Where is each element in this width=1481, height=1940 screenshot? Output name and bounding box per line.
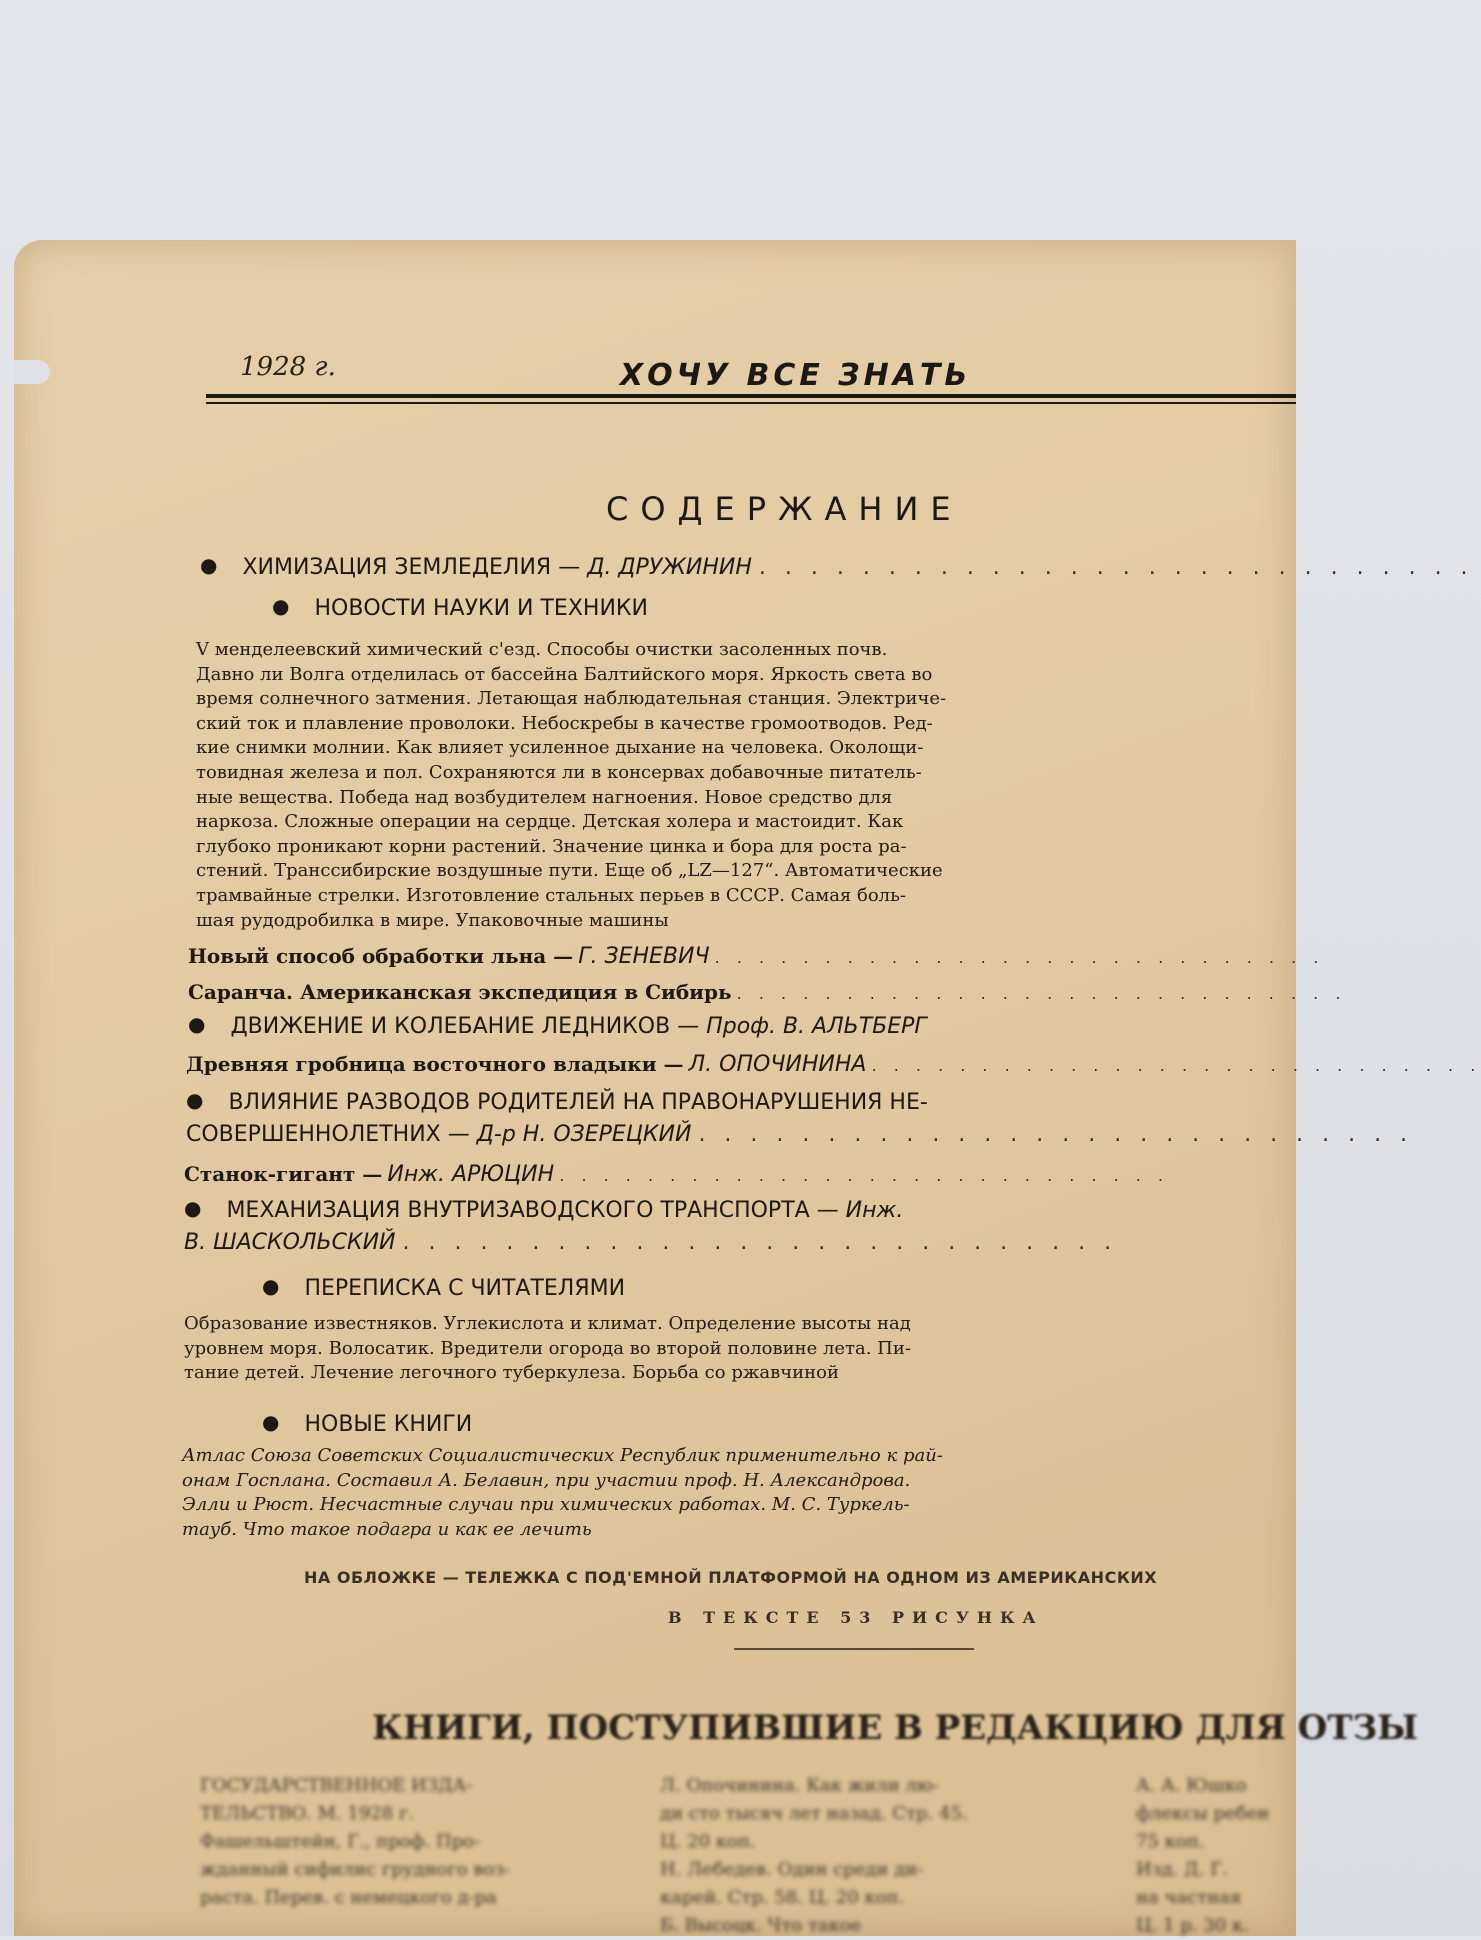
text-line: ные вещества. Победа над возбудителем нагноения. Новое средство для [196, 786, 893, 808]
text-line: товидная железа и пол. Сохраняются ли в консервах добавочные питатель- [196, 761, 922, 783]
text-line: Давно ли Волга отделилась от бассейна Балтийского моря. Яркость света во [196, 663, 933, 685]
figures-note: В ТЕКСТЕ 53 РИСУНКА [668, 1608, 1044, 1627]
dot-leader: . . . . . . . . . . . . . . . . . . . . . . . . . . . . [698, 1122, 1414, 1147]
toc-item-machine [184, 1162, 1169, 1187]
toc-item-author: Проф. В. АЛЬТБЕРГ [706, 1014, 927, 1039]
text-line: Н. Лебедев. Один среди ди- [660, 1859, 924, 1880]
header-rule-thin [206, 402, 1296, 404]
text-line: время солнечного затмения. Летающая наблюдательная станция. Электриче- [196, 688, 947, 710]
text-line: ский ток и плавление проволоки. Небоскребы в качестве громоотводов. Ред- [196, 712, 933, 734]
dot-leader: . . . . . . . . . . . . . . . . . . . . . . . . . . . . [402, 1230, 1118, 1255]
toc-item-title: НОВЫЕ КНИГИ [304, 1412, 473, 1437]
toc-item-author: Л. ОПОЧИНИНА [688, 1052, 867, 1077]
text-line: 75 коп. [1136, 1831, 1205, 1852]
text-line: трамвайные стрелки. Изготовление стальных перьев в СССР. Самая боль- [196, 884, 906, 906]
books-received-heading: КНИГИ, ПОСТУПИВШИЕ В РЕДАКЦИЮ ДЛЯ ОТЗЫ [372, 1708, 1418, 1748]
toc-item-title: ХИМИЗАЦИЯ ЗЕМЛЕДЕЛИЯ — [242, 555, 581, 580]
toc-item-author: В. ШАСКОЛЬСКИЙ [184, 1230, 396, 1255]
dot-leader: . . . . . . . . . . . . . . . . . . . . . . . . . . . . [714, 948, 1325, 967]
toc-item-flax [188, 944, 1324, 969]
toc-item-title: ДВИЖЕНИЕ И КОЛЕБАНИЕ ЛЕДНИКОВ — [230, 1014, 700, 1039]
toc-item-glaciers [188, 1014, 927, 1039]
toc-item-letters [262, 1276, 625, 1301]
toc-item-author: Инж. АРЮЦИН [387, 1162, 555, 1187]
toc-item-title: Новый способ обработки льна — [188, 944, 574, 968]
toc-item-title: НОВОСТИ НАУКИ И ТЕХНИКИ [314, 596, 648, 621]
toc-item-chemization [200, 555, 1474, 580]
dot-leader: . . . . . . . . . . . . . . . . . . . . . . . . . . . . [736, 984, 1347, 1003]
text-line: Элли и Рюст. Несчастные случаи при химических работах. М. С. Туркель- [182, 1494, 910, 1516]
text-line: Изд. Д. Г. [1136, 1859, 1228, 1880]
toc-item-mechanization [184, 1198, 903, 1223]
toc-item-divorce [186, 1090, 928, 1115]
toc-item-title: Саранча. Американская экспедиция в Сибирь [188, 980, 732, 1004]
text-line: шая рудодробилка в мире. Упаковочные машины [196, 909, 669, 931]
text-line: раста. Перев. с немецкого д-ра [200, 1887, 497, 1908]
ornament-divider [734, 1648, 974, 1650]
text-line: уровнем моря. Волосатик. Вредители огорода во второй половине лета. Пи- [184, 1337, 911, 1359]
text-line: на частная [1136, 1887, 1242, 1908]
text-line: карей. Стр. 58. Ц. 20 коп. [660, 1887, 905, 1908]
text-line: ди сто тысяч лет назад. Стр. 45. [660, 1803, 968, 1824]
dot-leader: . . . . . . . . . . . . . . . . . . . . . . . . . . . . [758, 555, 1474, 580]
toc-item-news [272, 596, 648, 621]
text-line: стений. Транссибирские воздушные пути. Еще об „LZ—127“. Автоматические [196, 860, 943, 882]
dot-leader: . . . . . . . . . . . . . . . . . . . . . . . . . . . . [559, 1166, 1170, 1185]
text-line: А. А. Юшко [1136, 1775, 1247, 1796]
toc-item-author: Д. ДРУЖИНИН [587, 555, 752, 580]
toc-item-author: Г. ЗЕНЕВИЧ [578, 944, 710, 969]
text-line: Образование известняков. Углекислота и климат. Определение высоты над [184, 1313, 911, 1334]
dot-leader: . . . . . . . . . . . . . . . . . . . . . . . . . . . . [871, 1056, 1481, 1075]
text-line: Атлас Союза Советских Социалистических Республик применительно к рай- [182, 1445, 943, 1466]
text-line: ГОСУДАРСТВЕННОЕ ИЗДА- [200, 1775, 473, 1796]
text-line: Л. Опочинина. Как жили лю- [660, 1775, 939, 1796]
toc-item-title: ВЛИЯНИЕ РАЗВОДОВ РОДИТЕЛЕЙ НА ПРАВОНАРУШЕНИЯ НЕ- [228, 1090, 928, 1115]
cover-note: НА ОБЛОЖКЕ — ТЕЛЕЖКА С ПОД'ЕМНОЙ ПЛАТФОРМОЙ НА ОДНОМ ИЗ АМЕРИКАНСКИХ [304, 1568, 1158, 1587]
books-summary [182, 1444, 1106, 1542]
text-line: флексы ребен [1136, 1803, 1270, 1824]
text-line: кие снимки молнии. Как влияет усиленное дыхание на человека. Околощи- [196, 737, 924, 759]
news-summary [196, 638, 1086, 933]
text-line: наркоза. Сложные операции на сердце. Детская холера и мастоидит. Как [196, 811, 904, 833]
toc-item-locust [188, 980, 1346, 1004]
magazine-title: ХОЧУ ВСЕ ЗНАТЬ [620, 358, 972, 393]
text-line: глубоко проникают корни растений. Значение цинка и бора для роста ра- [196, 835, 907, 857]
toc-item-tomb [186, 1052, 1481, 1077]
text-line: жданный сифилис грудного воз- [200, 1859, 511, 1880]
header-year: 1928 г. [240, 352, 336, 382]
text-line: Фашельштейн, Г., проф. Про- [200, 1831, 481, 1852]
toc-item-mechanization-cont [184, 1230, 1117, 1255]
text-line: ТЕЛЬСТВО. М. 1928 г. [200, 1803, 415, 1824]
toc-item-author: Инж. [845, 1198, 904, 1223]
contents-heading: СОДЕРЖАНИЕ [606, 490, 963, 528]
text-line: тание детей. Лечение легочного туберкулеза. Борьба со ржавчиной [184, 1362, 839, 1384]
toc-item-new-books [262, 1412, 472, 1437]
text-line: онам Госплана. Составил А. Белавин, при участии проф. Н. Александрова. [182, 1469, 911, 1491]
text-line: Ц. 1 р. 30 к. [1136, 1915, 1249, 1936]
books-received-column-1 [200, 1772, 510, 1912]
books-received-column-2 [660, 1772, 968, 1940]
toc-item-title: СОВЕРШЕННОЛЕТНИХ — [186, 1122, 470, 1147]
toc-item-title: Станок-гигант — [184, 1162, 383, 1186]
toc-item-title: Древняя гробница восточного владыки — [186, 1052, 684, 1076]
toc-item-author: Д-р Н. ОЗЕРЕЦКИЙ [476, 1122, 692, 1147]
text-line: Ц. 20 коп. [660, 1831, 756, 1852]
toc-item-title: ПЕРЕПИСКА С ЧИТАТЕЛЯМИ [304, 1276, 626, 1301]
toc-item-divorce-cont [186, 1122, 1413, 1147]
text-line: тауб. Что такое подагра и как ее лечить [182, 1518, 592, 1540]
text-line: V менделеевский химический с'езд. Способы очистки засоленных почв. [196, 639, 888, 660]
letters-summary [184, 1312, 1104, 1386]
toc-item-title: МЕХАНИЗАЦИЯ ВНУТРИЗАВОДСКОГО ТРАНСПОРТА — [226, 1198, 839, 1223]
books-received-column-3 [1136, 1772, 1269, 1940]
header-rule-thick [206, 394, 1296, 398]
text-line: Б. Высоцк. Что такое [660, 1915, 862, 1936]
